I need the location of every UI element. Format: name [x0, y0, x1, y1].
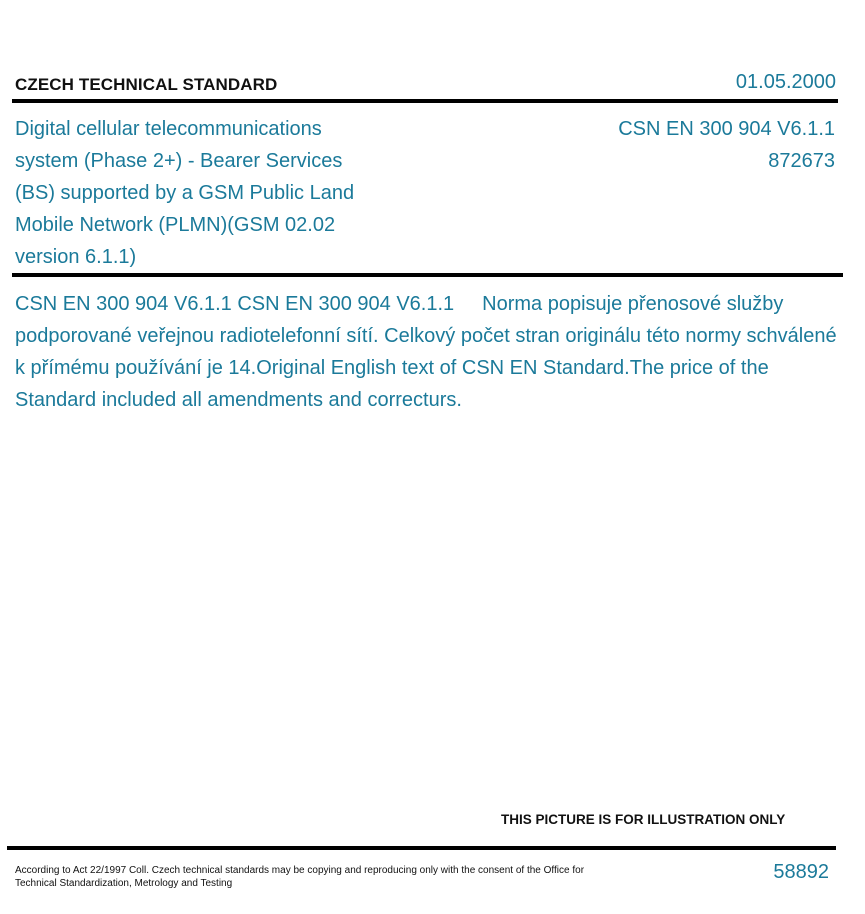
publication-date: 01.05.2000 [735, 71, 836, 93]
title-divider [12, 273, 843, 277]
standard-title: Digital cellular telecommunications system (Phase 2+) - Bearer Services (BS) supported by a GSM Public Land Mobile Network (PLMN)(GSM 02.02 version 6.1.1) [15, 118, 355, 268]
header-divider [12, 99, 838, 103]
catalog-number: 872673 [768, 150, 835, 172]
description-codes: CSN EN 300 904 V6.1.1 CSN EN 300 904 V6.1.1 [15, 293, 455, 315]
illustration-disclaimer: THIS PICTURE IS FOR ILLUSTRATION ONLY [501, 812, 786, 827]
description-text: Norma popisuje přenosové služby podporované veřejnou radiotelefonní sítí. Celkový počet stran originálu této normy schválené k přímému používání je 14.Original English text of CSN EN Standard.The price of the Standard included all amendments and correcturs. [15, 293, 837, 411]
legal-notice: According to Act 22/1997 Coll. Czech technical standards may be copying and reproducing only with the consent of the Office for Technical Standardization, Metrology and Testing [15, 865, 585, 889]
standard-description [15, 288, 845, 416]
standard-code: CSN EN 300 904 V6.1.1 [618, 118, 835, 140]
footer-divider [7, 846, 836, 850]
standard-identifiers [618, 113, 835, 177]
document-type-heading: CZECH TECHNICAL STANDARD [15, 75, 278, 94]
footer-number: 58892 [773, 861, 829, 883]
